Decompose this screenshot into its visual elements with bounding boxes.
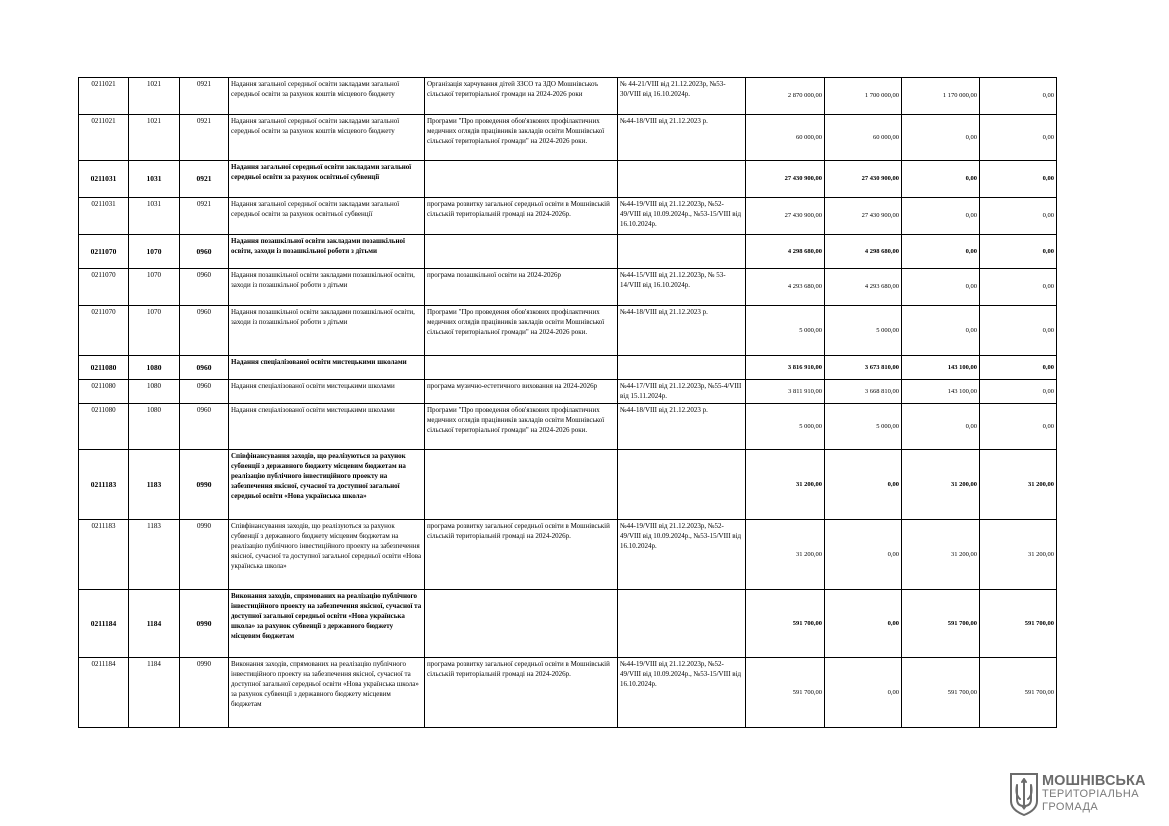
table-row <box>79 78 1057 115</box>
table-row <box>79 306 1057 356</box>
council-decision-cell <box>618 161 746 198</box>
program-name-cell: Співфінансування заходів, що реалізуються за рахунок субвенції з державного бюджету місцевим бюджетам на реалізацію публічного інвестиційного проекту на забезпечення якісної, сучасної та доступної загальної середньої освіти «Нова українська школа» <box>229 450 425 520</box>
special-fund-cell: 31 200,00 <box>902 520 980 590</box>
special-fund-cell: 591 700,00 <box>902 658 980 728</box>
fkvk-code-cell: 0921 <box>180 198 229 235</box>
total-amount-cell: 5 000,00 <box>746 306 825 356</box>
development-budget-cell: 31 200,00 <box>980 450 1057 520</box>
program-name-cell: Надання спеціалізованої освіти мистецькими школами <box>229 356 425 380</box>
general-fund-cell: 5 000,00 <box>825 404 902 450</box>
program-code-cell: 0211183 <box>79 520 129 590</box>
special-fund-cell: 591 700,00 <box>902 590 980 658</box>
council-decision-cell <box>618 590 746 658</box>
general-fund-cell: 3 668 810,00 <box>825 380 902 404</box>
fkvk-code-cell: 0960 <box>180 306 229 356</box>
function-code-cell: 1184 <box>129 658 180 728</box>
fkvk-code-cell: 0990 <box>180 658 229 728</box>
fkvk-code-cell: 0990 <box>180 520 229 590</box>
council-decision-cell: №44-18/VIII від 21.12.2023 р. <box>618 306 746 356</box>
program-code-cell: 0211184 <box>79 658 129 728</box>
program-code-cell: 0211184 <box>79 590 129 658</box>
trident-crest-icon <box>1009 773 1039 816</box>
program-name-cell: Співфінансування заходів, що реалізуються за рахунок субвенції з державного бюджету місцевим бюджетам на реалізацію публічного інвестиційного проекту на забезпечення якісної, сучасної та доступної загальної середньої освіти «Нова українська школа» <box>229 520 425 590</box>
table-row <box>79 590 1057 658</box>
general-fund-cell: 27 430 900,00 <box>825 198 902 235</box>
program-name-cell: Надання спеціалізованої освіти мистецькими школами <box>229 380 425 404</box>
program-code-cell: 0211031 <box>79 198 129 235</box>
program-name-cell: Виконання заходів, спрямованих на реалізацію публічного інвестиційного проекту на забезпечення якісної, сучасної та доступної загальної середньої освіти «Нова українська школа» за рахунок субвенції з державного бюджету місцевим бюджетам <box>229 590 425 658</box>
general-fund-cell: 60 000,00 <box>825 115 902 161</box>
total-amount-cell: 27 430 900,00 <box>746 161 825 198</box>
local-program-cell: програма музично-естетичного виховання на 2024-2026р <box>425 380 618 404</box>
total-amount-cell: 2 870 000,00 <box>746 78 825 115</box>
function-code-cell: 1080 <box>129 404 180 450</box>
program-code-cell: 0211070 <box>79 306 129 356</box>
fkvk-code-cell: 0960 <box>180 356 229 380</box>
council-decision-cell: №44-17/VIII від 21.12.2023р, №55-4/VIII від 15.11.2024р. <box>618 380 746 404</box>
local-program-cell <box>425 161 618 198</box>
council-decision-cell: №44-18/VIII від 21.12.2023 р. <box>618 404 746 450</box>
local-program-cell: програма розвитку загальної середньої освіти в Мошнівській сільській територіальній громаді на 2024-2026р. <box>425 198 618 235</box>
program-code-cell: 0211021 <box>79 78 129 115</box>
program-code-cell: 0211080 <box>79 404 129 450</box>
program-name-cell: Надання спеціалізованої освіти мистецькими школами <box>229 404 425 450</box>
fkvk-code-cell: 0921 <box>180 161 229 198</box>
development-budget-cell: 0,00 <box>980 115 1057 161</box>
council-decision-cell: №44-19/VIII від 21.12.2023р, №52-49/VIII від 10.09.2024р., №53-15/VIII від 16.10.2024р. <box>618 198 746 235</box>
general-fund-cell: 0,00 <box>825 590 902 658</box>
total-amount-cell: 3 816 910,00 <box>746 356 825 380</box>
general-fund-cell: 27 430 900,00 <box>825 161 902 198</box>
development-budget-cell: 0,00 <box>980 235 1057 269</box>
function-code-cell: 1183 <box>129 520 180 590</box>
program-code-cell: 0211080 <box>79 380 129 404</box>
function-code-cell: 1080 <box>129 380 180 404</box>
fkvk-code-cell: 0960 <box>180 404 229 450</box>
general-fund-cell: 0,00 <box>825 658 902 728</box>
local-program-cell <box>425 356 618 380</box>
general-fund-cell: 4 298 680,00 <box>825 235 902 269</box>
total-amount-cell: 591 700,00 <box>746 658 825 728</box>
local-program-cell: Програми "Про проведення обов'язкових профілактичних медичних оглядів працівників закладів освіти Мошнівської сільської територіальної громади" на 2024-2026 роки. <box>425 404 618 450</box>
local-program-cell <box>425 450 618 520</box>
development-budget-cell: 31 200,00 <box>980 520 1057 590</box>
total-amount-cell: 27 430 900,00 <box>746 198 825 235</box>
program-name-cell: Надання загальної середньої освіти закладами загальної середньої освіти за рахунок коштів місцевого бюджету <box>229 78 425 115</box>
special-fund-cell: 0,00 <box>902 161 980 198</box>
table-row <box>79 450 1057 520</box>
local-program-cell: Програми "Про проведення обов'язкових профілактичних медичних оглядів працівників закладів освіти Мошнівської сільської територіальної громади" на 2024-2026 роки. <box>425 306 618 356</box>
total-amount-cell: 4 293 680,00 <box>746 269 825 306</box>
development-budget-cell: 0,00 <box>980 78 1057 115</box>
function-code-cell: 1070 <box>129 235 180 269</box>
program-name-cell: Надання загальної середньої освіти закладами загальної середньої освіти за рахунок освітньої субвенції <box>229 161 425 198</box>
function-code-cell: 1070 <box>129 269 180 306</box>
general-fund-cell: 0,00 <box>825 520 902 590</box>
table-row <box>79 356 1057 380</box>
development-budget-cell: 0,00 <box>980 404 1057 450</box>
program-code-cell: 0211070 <box>79 235 129 269</box>
local-program-cell <box>425 235 618 269</box>
special-fund-cell: 0,00 <box>902 198 980 235</box>
table-row <box>79 235 1057 269</box>
logo-subtitle-1: ТЕРИТОРІАЛЬНА <box>1042 788 1139 800</box>
table-row <box>79 161 1057 198</box>
program-name-cell: Надання позашкільної освіти закладами позашкільної освіти, заходи із позашкільної роботи з дітьми <box>229 235 425 269</box>
fkvk-code-cell: 0921 <box>180 115 229 161</box>
special-fund-cell: 143 100,00 <box>902 380 980 404</box>
general-fund-cell: 1 700 000,00 <box>825 78 902 115</box>
development-budget-cell: 0,00 <box>980 198 1057 235</box>
table-row <box>79 520 1057 590</box>
fkvk-code-cell: 0921 <box>180 78 229 115</box>
program-code-cell: 0211183 <box>79 450 129 520</box>
function-code-cell: 1021 <box>129 78 180 115</box>
general-fund-cell: 5 000,00 <box>825 306 902 356</box>
special-fund-cell: 0,00 <box>902 404 980 450</box>
logo-subtitle-2: ГРОМАДА <box>1042 801 1099 813</box>
program-name-cell: Надання загальної середньої освіти закладами загальної середньої освіти за рахунок коштів місцевого бюджету <box>229 115 425 161</box>
table-row <box>79 269 1057 306</box>
program-code-cell: 0211070 <box>79 269 129 306</box>
program-name-cell: Надання позашкільної освіти закладами позашкільної освіти, заходи із позашкільної роботи з дітьми <box>229 269 425 306</box>
special-fund-cell: 0,00 <box>902 235 980 269</box>
total-amount-cell: 31 200,00 <box>746 520 825 590</box>
table-row <box>79 380 1057 404</box>
council-decision-cell <box>618 356 746 380</box>
fkvk-code-cell: 0960 <box>180 269 229 306</box>
table-body <box>79 78 1057 728</box>
program-code-cell: 0211021 <box>79 115 129 161</box>
function-code-cell: 1080 <box>129 356 180 380</box>
development-budget-cell: 0,00 <box>980 306 1057 356</box>
total-amount-cell: 4 298 680,00 <box>746 235 825 269</box>
council-decision-cell <box>618 235 746 269</box>
local-program-cell: програма розвитку загальної середньої освіти в Мошнівській сільській територіальній громаді на 2024-2026р. <box>425 658 618 728</box>
council-decision-cell: №44-19/VIII від 21.12.2023р, №52-49/VIII від 10.09.2024р., №53-15/VIII від 16.10.2024р. <box>618 658 746 728</box>
council-decision-cell: №44-18/VIII від 21.12.2023 р. <box>618 115 746 161</box>
table-row <box>79 404 1057 450</box>
total-amount-cell: 60 000,00 <box>746 115 825 161</box>
fkvk-code-cell: 0960 <box>180 380 229 404</box>
logo-title: МОШНІВСЬКА <box>1042 773 1146 789</box>
local-program-cell <box>425 590 618 658</box>
development-budget-cell: 0,00 <box>980 380 1057 404</box>
fkvk-code-cell: 0990 <box>180 590 229 658</box>
table-row <box>79 115 1057 161</box>
local-program-cell: Програми "Про проведення обов'язкових профілактичних медичних оглядів працівників закладів освіти Мошнівської сільської територіальної громади" на 2024-2026 роки. <box>425 115 618 161</box>
special-fund-cell: 1 170 000,00 <box>902 78 980 115</box>
community-logo <box>1009 773 1159 818</box>
total-amount-cell: 3 811 910,00 <box>746 380 825 404</box>
council-decision-cell: № 44-21/VIII від 21.12.2023р, №53-30/VIII від 16.10.2024р. <box>618 78 746 115</box>
local-program-cell: програма розвитку загальної середньої освіти в Мошнівській сільській територіальній громаді на 2024-2026р. <box>425 520 618 590</box>
budget-table <box>78 77 1057 728</box>
function-code-cell: 1031 <box>129 198 180 235</box>
fkvk-code-cell: 0960 <box>180 235 229 269</box>
program-name-cell: Виконання заходів, спрямованих на реалізацію публічного інвестиційного проекту на забезпечення якісної, сучасної та доступної загальної середньої освіти «Нова українська школа» за рахунок субвенції з державного бюджету місцевим бюджетам <box>229 658 425 728</box>
fkvk-code-cell: 0990 <box>180 450 229 520</box>
development-budget-cell: 591 700,00 <box>980 590 1057 658</box>
council-decision-cell: №44-15/VIII від 21.12.2023р, № 53-14/VIII від 16.10.2024р. <box>618 269 746 306</box>
program-code-cell: 0211031 <box>79 161 129 198</box>
total-amount-cell: 5 000,00 <box>746 404 825 450</box>
special-fund-cell: 0,00 <box>902 115 980 161</box>
development-budget-cell: 0,00 <box>980 356 1057 380</box>
function-code-cell: 1183 <box>129 450 180 520</box>
special-fund-cell: 0,00 <box>902 306 980 356</box>
local-program-cell: програма позашкільної освіти на 2024-2026р <box>425 269 618 306</box>
special-fund-cell: 0,00 <box>902 269 980 306</box>
function-code-cell: 1021 <box>129 115 180 161</box>
development-budget-cell: 0,00 <box>980 161 1057 198</box>
function-code-cell: 1031 <box>129 161 180 198</box>
table-row <box>79 198 1057 235</box>
general-fund-cell: 3 673 810,00 <box>825 356 902 380</box>
function-code-cell: 1070 <box>129 306 180 356</box>
general-fund-cell: 0,00 <box>825 450 902 520</box>
council-decision-cell: №44-19/VIII від 21.12.2023р, №52-49/VIII від 10.09.2024р., №53-15/VIII від 16.10.2024р. <box>618 520 746 590</box>
total-amount-cell: 591 700,00 <box>746 590 825 658</box>
council-decision-cell <box>618 450 746 520</box>
program-code-cell: 0211080 <box>79 356 129 380</box>
function-code-cell: 1184 <box>129 590 180 658</box>
special-fund-cell: 143 100,00 <box>902 356 980 380</box>
table-row <box>79 658 1057 728</box>
general-fund-cell: 4 293 680,00 <box>825 269 902 306</box>
development-budget-cell: 591 700,00 <box>980 658 1057 728</box>
development-budget-cell: 0,00 <box>980 269 1057 306</box>
program-name-cell: Надання загальної середньої освіти закладами загальної середньої освіти за рахунок освітньої субвенції <box>229 198 425 235</box>
local-program-cell: Організація харчування дітей ЗЗСО та ЗДО Мошнівськоъ сільської територіальної громади на 2024-2026 роки <box>425 78 618 115</box>
program-name-cell: Надання позашкільної освіти закладами позашкільної освіти, заходи із позашкільної роботи з дітьми <box>229 306 425 356</box>
total-amount-cell: 31 200,00 <box>746 450 825 520</box>
special-fund-cell: 31 200,00 <box>902 450 980 520</box>
